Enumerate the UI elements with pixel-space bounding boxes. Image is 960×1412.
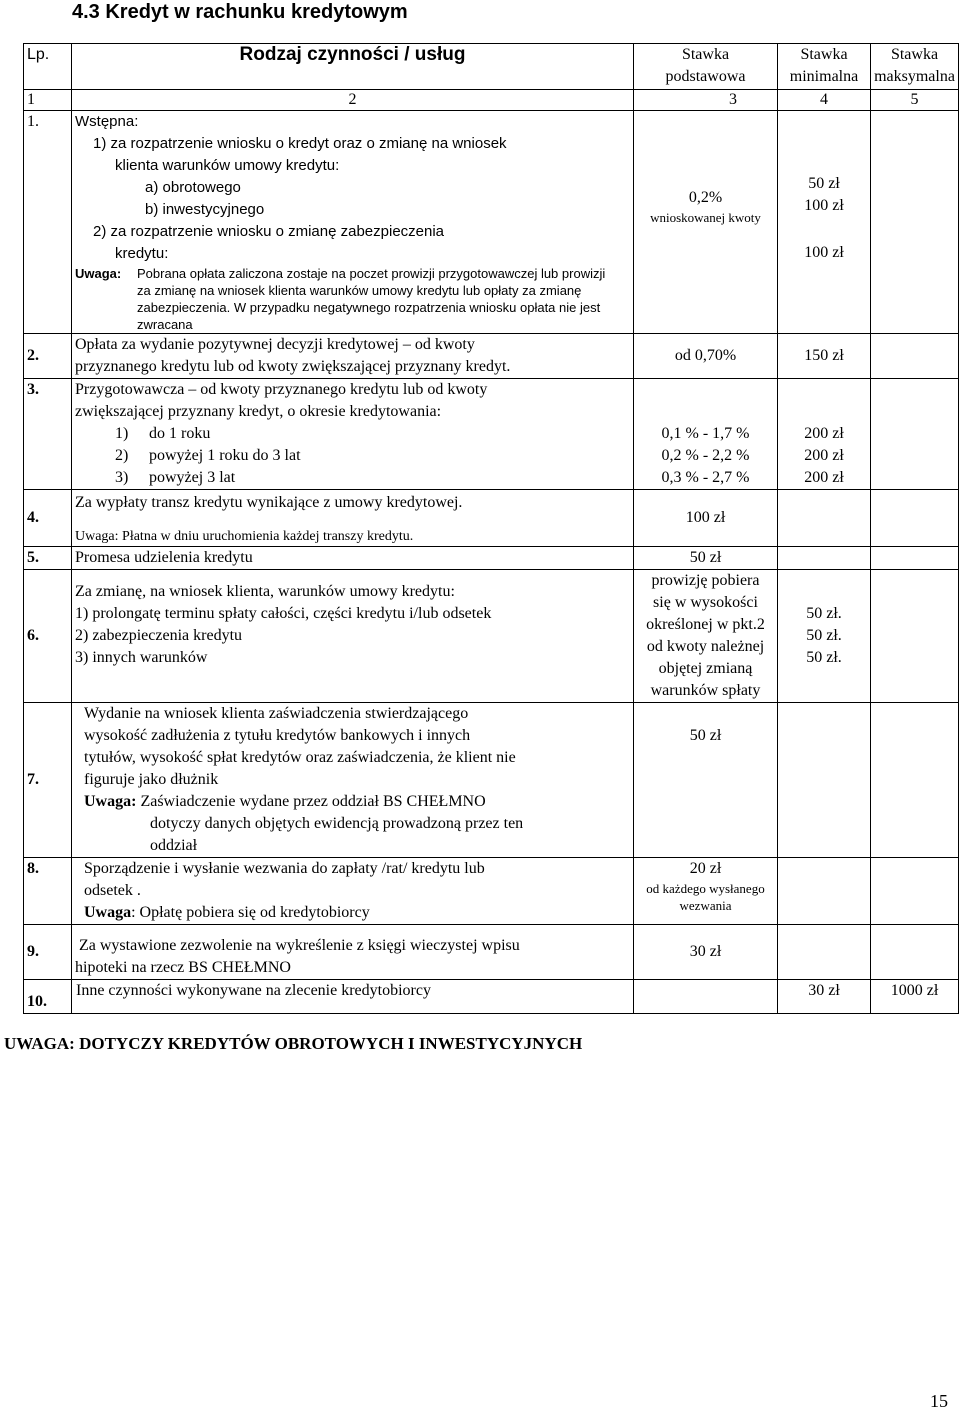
row-base-rate bbox=[634, 980, 778, 1014]
col-num-2: 2 bbox=[72, 90, 634, 111]
row-base-rate: prowizję pobiera się w wysokości określonej w pkt.2 od kwoty należnej objętej zmianą warunków spłaty bbox=[634, 570, 778, 703]
row-note: Uwaga: Pobrana opłata zaliczona zostaje na poczet prowizji przygotowawczej lub prowizji za zmianę na wniosek klienta warunków umowy kredytu lub opłaty za zmianę zabezpieczenia. W przypadku negatywnego rozpatrzenia wniosku opłata nie jest zwracana bbox=[75, 266, 606, 332]
row-lp: 9. bbox=[24, 925, 72, 980]
row-lp: 7. bbox=[24, 703, 72, 858]
section-title: 4.3 Kredyt w rachunku kredytowym bbox=[72, 1, 408, 23]
page-number: 15 bbox=[930, 1391, 948, 1411]
table-row bbox=[24, 925, 959, 980]
row-lp: 5. bbox=[24, 547, 72, 570]
row-description: Inne czynności wykonywane na zlecenie kredytobiorcy bbox=[72, 980, 634, 1014]
row-base-rate: 50 zł bbox=[634, 703, 778, 858]
row-description: Sporządzenie i wysłanie wezwania do zapłaty /rat/ kredytu lub odsetek . Uwaga: Opłatę pobiera się od kredytobiorcy bbox=[72, 858, 634, 925]
row-max-rate: 1000 zł bbox=[871, 980, 959, 1014]
table-row bbox=[24, 379, 959, 490]
row-base-rate: 100 zł bbox=[634, 490, 778, 547]
row-min-rate bbox=[778, 858, 871, 925]
row-min-rate: 50 zł. 50 zł. 50 zł. bbox=[778, 570, 871, 703]
row-max-rate bbox=[871, 547, 959, 570]
note-label: Uwaga: bbox=[84, 793, 137, 810]
row-max-rate bbox=[871, 379, 959, 490]
row-max-rate bbox=[871, 703, 959, 858]
header-max-rate: Stawka maksymalna bbox=[871, 44, 959, 90]
row-min-rate: 30 zł bbox=[778, 980, 871, 1014]
row-base-rate: 20 zł od każdego wysłanego wezwania bbox=[634, 858, 778, 925]
row-max-rate bbox=[871, 925, 959, 980]
row-max-rate bbox=[871, 334, 959, 379]
row-min-rate: 50 zł 100 zł 100 zł bbox=[778, 111, 871, 334]
row-max-rate bbox=[871, 490, 959, 547]
row-description: Za wystawione zezwolenie na wykreślenie z księgi wieczystej wpisu hipoteki na rzecz BS CHEŁMNO bbox=[72, 925, 634, 980]
header-lp: Lp. bbox=[24, 44, 72, 90]
row-max-rate bbox=[871, 570, 959, 703]
fee-table bbox=[23, 43, 959, 1014]
row-lp: 1. bbox=[24, 111, 72, 334]
header-base-rate: Stawka podstawowa bbox=[634, 44, 778, 90]
footer-note: UWAGA: DOTYCZY KREDYTÓW OBROTOWYCH I INWESTYCYJNYCH bbox=[4, 1034, 583, 1053]
list-item: 3) powyżej 3 lat bbox=[115, 469, 236, 486]
row-lp: 10. bbox=[24, 980, 72, 1014]
row-lp: 4. bbox=[24, 490, 72, 547]
row-lp: 6. bbox=[24, 570, 72, 703]
header-min-rate: Stawka minimalna bbox=[778, 44, 871, 90]
row-description: Promesa udzielenia kredytu bbox=[72, 547, 634, 570]
row-description: Wydanie na wniosek klienta zaświadczenia stwierdzającego wysokość zadłużenia z tytułu kredytów bankowych i innych tytułów, wysokość spłat kredytów oraz zaświadczenia, że klient nie figuruje jako dłużnik Uwaga: Zaświadczenie wydane przez oddział BS CHEŁMNO dotyczy danych objętych ewidencją prowadzoną przez ten oddział bbox=[72, 703, 634, 858]
row-lp: 2. bbox=[24, 334, 72, 379]
row-base-rate: 50 zł bbox=[634, 547, 778, 570]
row-min-rate: 150 zł bbox=[778, 334, 871, 379]
table-header-row bbox=[24, 44, 959, 90]
table-row bbox=[24, 334, 959, 379]
col-num-4: 4 bbox=[778, 90, 871, 111]
row-description: Za wypłaty transz kredytu wynikające z umowy kredytowej. Uwaga: Płatna w dniu uruchomienia każdej transzy kredytu. bbox=[72, 490, 634, 547]
col-num-5: 5 bbox=[871, 90, 959, 111]
row-lp: 3. bbox=[24, 379, 72, 490]
row-base-rate: 0,2% wnioskowanej kwoty bbox=[634, 111, 778, 334]
row-min-rate bbox=[778, 547, 871, 570]
list-item: 2) powyżej 1 roku do 3 lat bbox=[115, 447, 301, 464]
table-row bbox=[24, 703, 959, 858]
header-service: Rodzaj czynności / usług bbox=[72, 44, 634, 90]
row-description: Za zmianę, na wniosek klienta, warunków umowy kredytu: 1) prolongatę terminu spłaty całości, części kredytu i/lub odsetek 2) zabezpieczenia kredytu 3) innych warunków bbox=[72, 570, 634, 703]
row-base-rate: 30 zł bbox=[634, 925, 778, 980]
row-min-rate bbox=[778, 490, 871, 547]
row-description: Opłata za wydanie pozytywnej decyzji kredytowej – od kwoty przyznanego kredytu lub od kwoty zwiększającej przyznany kredyt. bbox=[72, 334, 634, 379]
note-label: Uwaga bbox=[84, 904, 132, 921]
table-row bbox=[24, 111, 959, 334]
table-row bbox=[24, 490, 959, 547]
table-row bbox=[24, 570, 959, 703]
row-min-rate bbox=[778, 703, 871, 858]
table-row bbox=[24, 980, 959, 1014]
table-row bbox=[24, 547, 959, 570]
col-num-1: 1 bbox=[24, 90, 72, 111]
row-description: Przygotowawcza – od kwoty przyznanego kredytu lub od kwoty zwiększającej przyznany kredyt, o okresie kredytowania: 1) do 1 roku 2) powyżej 1 roku do 3 lat 3) powyżej 3 lat bbox=[72, 379, 634, 490]
row-min-rate: 200 zł 200 zł 200 zł bbox=[778, 379, 871, 490]
list-item: 1) do 1 roku bbox=[115, 425, 211, 442]
col-num-3: 3 bbox=[634, 90, 778, 111]
row-min-rate bbox=[778, 925, 871, 980]
table-row bbox=[24, 858, 959, 925]
row-max-rate bbox=[871, 858, 959, 925]
row-base-rate: od 0,70% bbox=[634, 334, 778, 379]
row-base-rate: 0,1 % - 1,7 % 0,2 % - 2,2 % 0,3 % - 2,7 % bbox=[634, 379, 778, 490]
row-description: Wstępna: 1) za rozpatrzenie wniosku o kredyt oraz o zmianę na wniosek klienta warunków umowy kredytu: a) obrotowego b) inwestycyjnego 2) za rozpatrzenie wniosku o zmianę zabezpieczenia kredytu: Uwaga: Pobrana opłata zaliczona zostaje na poczet prowizji przygotowawczej lub prowizji za zmianę na wniosek klienta warunków umowy kredytu lub opłaty za zmianę zabezpieczenia. W przypadku negatywnego rozpatrzenia wniosku opłata nie jest zwracana bbox=[72, 111, 634, 334]
row-max-rate bbox=[871, 111, 959, 334]
column-numbers-row bbox=[24, 90, 959, 111]
row-lp: 8. bbox=[24, 858, 72, 925]
